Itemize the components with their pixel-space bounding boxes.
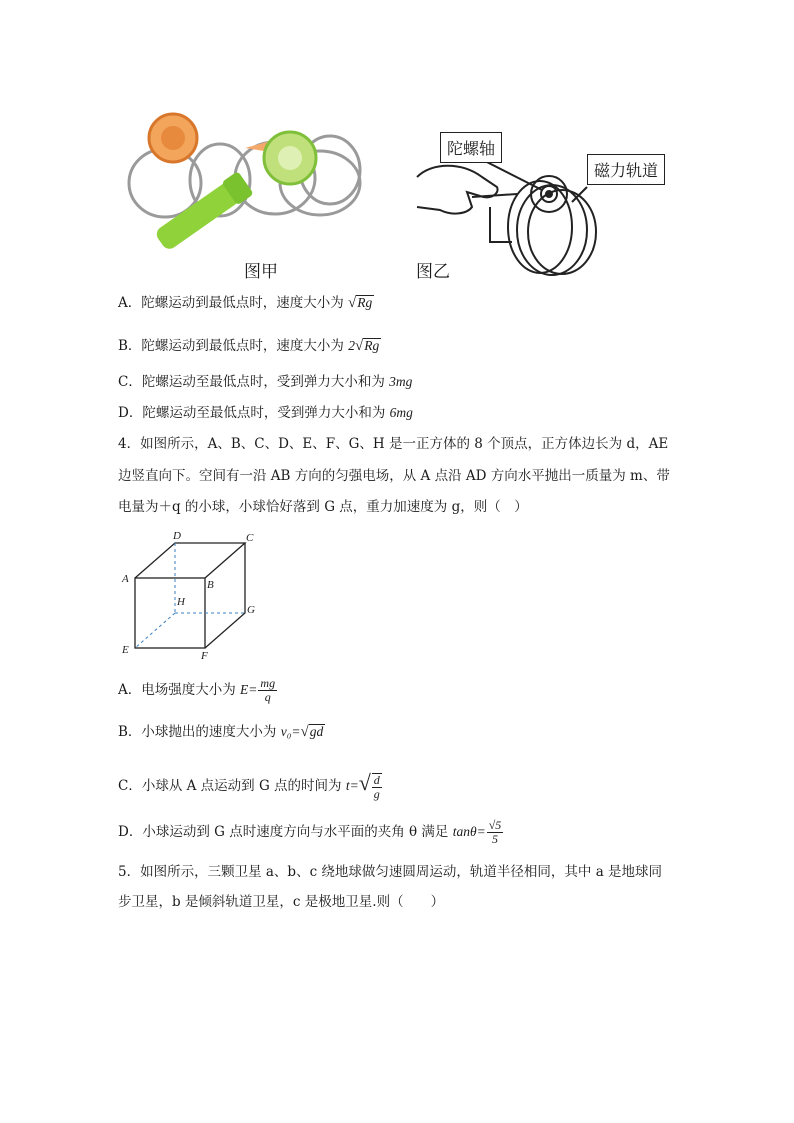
- q5-stem-line-1: 5．如图所示，三颗卫星 a、b、c 绕地球做匀速圆周运动，轨道半径相同，其中 a 是地球同: [118, 864, 663, 880]
- q4-option-b: B．小球抛出的速度大小为 v₀=√gd: [118, 724, 324, 740]
- figure-jia-caption: 图甲: [244, 262, 278, 282]
- figure-jia-image: [125, 108, 375, 253]
- figure-yi-caption: 图乙: [416, 262, 450, 282]
- cube-label-h: H: [177, 596, 185, 608]
- label-gyro-axis: 陀螺轴: [440, 132, 502, 163]
- q4-stem-line-1: 4．如图所示，A、B、C、D、E、F、G、H 是一正方体的 8 个顶点，正方体边长为 d，AE: [118, 436, 669, 452]
- q3-option-d: D．陀螺运动至最低点时，受到弹力大小和为 6mg: [118, 405, 413, 421]
- q5-stem-line-2: 步卫星，b 是倾斜轨道卫星，c 是极地卫星.则（ ）: [118, 894, 445, 910]
- q4-option-c: C．小球从 A 点运动到 G 点的时间为 t=√ $\frac{d}{g}$: [118, 770, 380, 801]
- cube-label-e: E: [122, 644, 129, 656]
- cube-diagram: [115, 528, 265, 663]
- q4-option-d: D．小球运动到 G 点时速度方向与水平面的夹角 θ 满足 tanθ= $\frac{√5}{5}$: [118, 818, 502, 846]
- cube-label-a: A: [122, 573, 129, 585]
- cube-label-b: B: [207, 579, 214, 591]
- cube-label-c: C: [246, 532, 254, 544]
- q3-option-b: B．陀螺运动到最低点时，速度大小为 2√Rg: [118, 338, 380, 354]
- q4-stem-line-2: 边竖直向下。空间有一沿 AB 方向的匀强电场，从 A 点沿 AD 方向水平抛出一质量为 m、带: [118, 468, 670, 484]
- q3-option-c: C．陀螺运动至最低点时，受到弹力大小和为 3mg: [118, 374, 413, 390]
- q4-option-a: A．电场强度大小为 E= $\frac{mg}{q}$: [118, 676, 276, 704]
- cube-label-d: D: [173, 530, 181, 542]
- cube-label-f: F: [201, 650, 208, 662]
- cube-label-g: G: [247, 604, 255, 616]
- q3-option-a: A．陀螺运动到最低点时，速度大小为 √Rg: [118, 295, 373, 311]
- label-magnetic-track: 磁力轨道: [587, 154, 665, 185]
- q4-stem-line-3: 电量为＋q 的小球，小球恰好落到 G 点，重力加速度为 g，则（ ）: [118, 499, 528, 515]
